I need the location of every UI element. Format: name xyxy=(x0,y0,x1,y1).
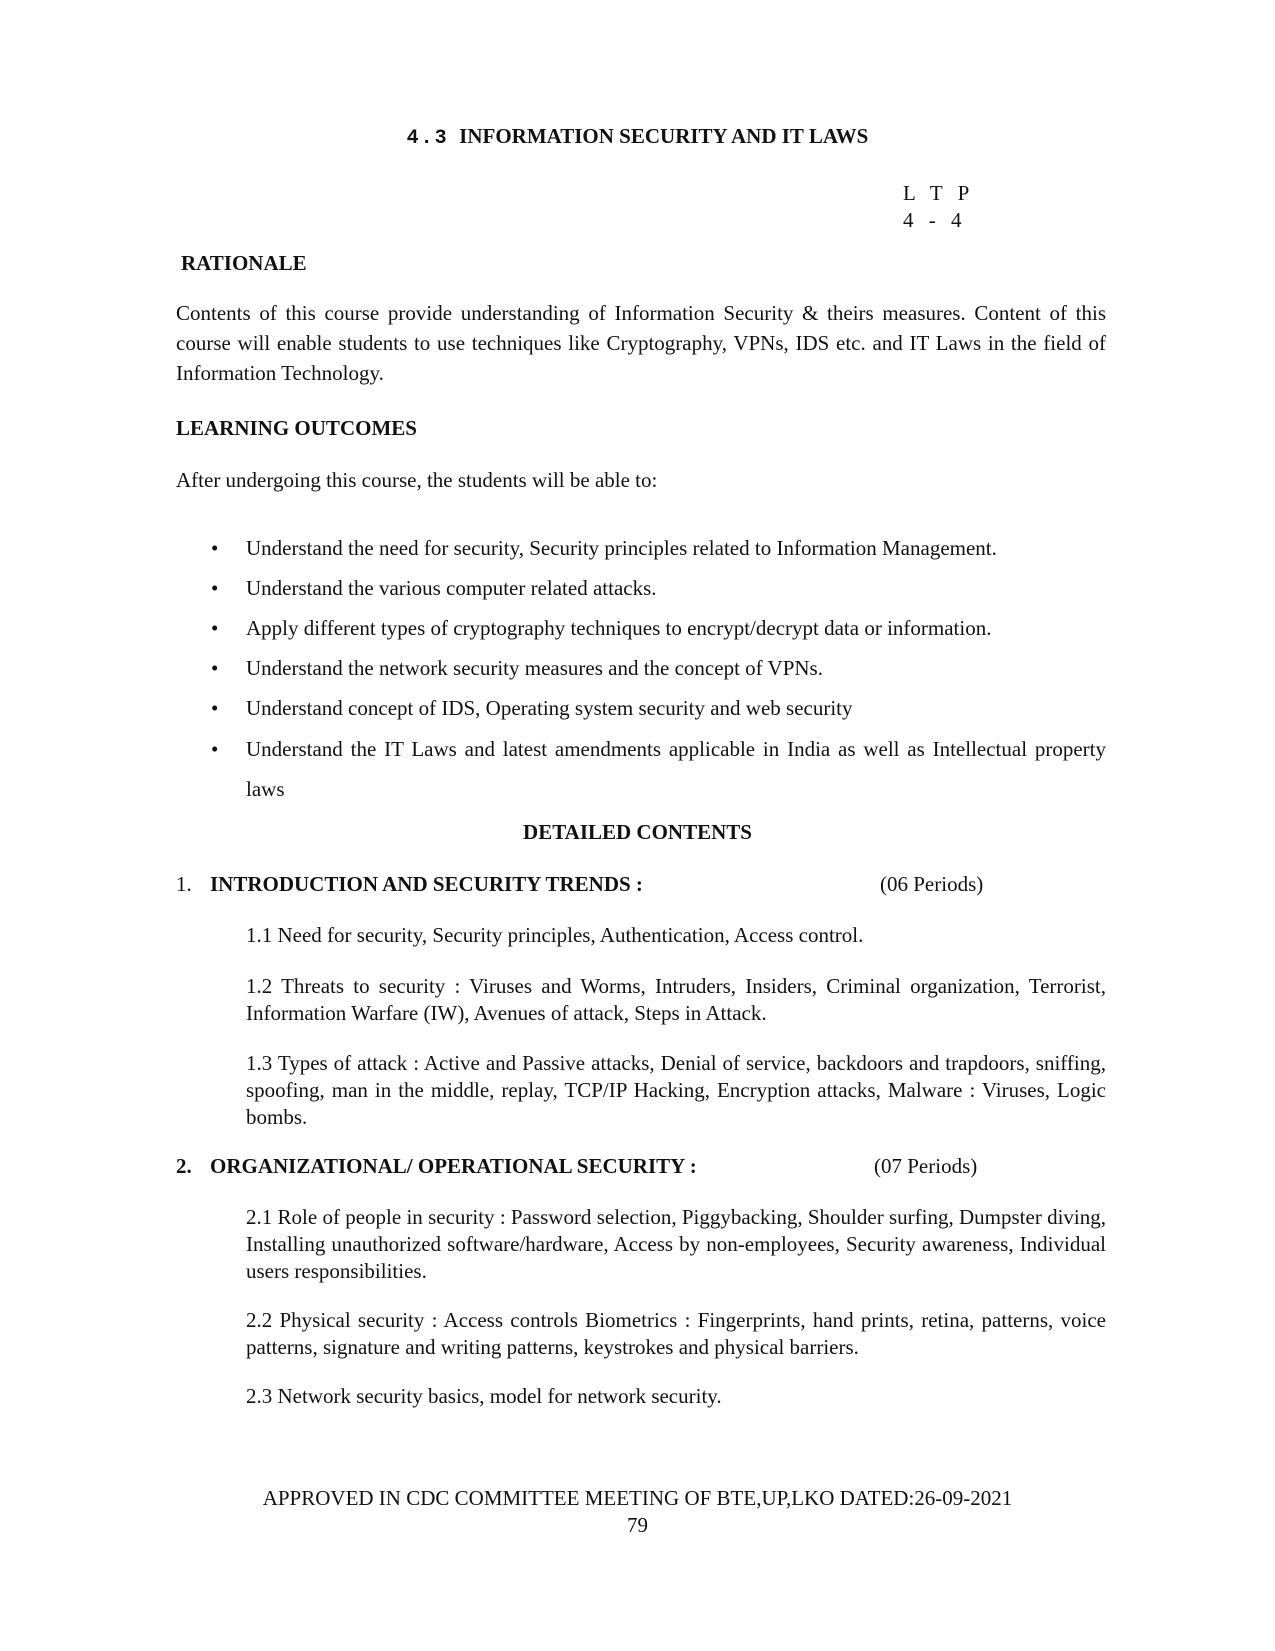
section-1-periods: (06 Periods) xyxy=(880,872,984,896)
list-item: • Understand the IT Laws and latest amendments applicable in India as well as Intellectual property laws xyxy=(208,729,1106,809)
subsection-1-3: 1.3 Types of attack : Active and Passive attacks, Denial of service, backdoors and trapdoors, sniffing, spoofing, man in the middle, replay, TCP/IP Hacking, Encryption attacks, Malware : Viruses, Logic bombs. xyxy=(246,1051,1106,1129)
list-item: • Apply different types of cryptography techniques to encrypt/decrypt data or information. xyxy=(211,616,992,640)
subsection-2-3: 2.3 Network security basics, model for network security. xyxy=(246,1384,722,1408)
ltp-values: 4 - 4 xyxy=(903,208,967,232)
page-title xyxy=(0,123,1275,152)
detailed-contents-heading: DETAILED CONTENTS xyxy=(523,820,752,844)
subsection-2-1: 2.1 Role of people in security : Password selection, Piggybacking, Shoulder surfing, Dumpster diving, Installing unauthorized software/hardware, Access by non-employees, Security awareness, Individual users responsibilities. xyxy=(246,1205,1106,1283)
rationale-heading: RATIONALE xyxy=(181,251,307,275)
subsection-1-2: 1.2 Threats to security : Viruses and Worms, Intruders, Insiders, Criminal organization, Terrorist, Information Warfare (IW), Avenues of attack, Steps in Attack. xyxy=(246,974,1106,1025)
learning-outcomes-intro: After undergoing this course, the students will be able to: xyxy=(176,468,658,492)
section-1-number: 1. xyxy=(176,872,192,896)
list-item: • Understand the need for security, Security principles related to Information Management. xyxy=(211,536,997,560)
title-text: INFORMATION SECURITY AND IT LAWS xyxy=(459,124,869,148)
rationale-body: Contents of this course provide understanding of Information Security & theirs measures. Content of this course will enable students to use techniques like Cryptography, VPNs, IDS etc. and IT Laws in the field of Information Technology. xyxy=(176,301,1106,385)
title-number: 4.3 xyxy=(406,127,449,150)
list-item: • Understand concept of IDS, Operating system security and web security xyxy=(211,696,853,720)
bullet-icon: • xyxy=(211,576,219,600)
bullet-icon: • xyxy=(211,536,219,560)
list-item: • Understand the various computer related attacks. xyxy=(211,576,657,600)
subsection-1-1: 1.1 Need for security, Security principles, Authentication, Access control. xyxy=(246,923,864,947)
bullet-icon: • xyxy=(211,696,219,720)
ltp-header: L T P xyxy=(903,181,975,205)
section-1-title: INTRODUCTION AND SECURITY TRENDS : xyxy=(210,872,643,896)
page-number: 79 xyxy=(627,1513,648,1537)
section-2-periods: (07 Periods) xyxy=(874,1154,978,1178)
section-2-number: 2. xyxy=(176,1154,192,1178)
list-item: • Understand the network security measures and the concept of VPNs. xyxy=(211,656,823,680)
approval-note: APPROVED IN CDC COMMITTEE MEETING OF BTE,UP,LKO DATED:26-09-2021 xyxy=(262,1486,1013,1510)
learning-outcomes-heading: LEARNING OUTCOMES xyxy=(176,416,417,440)
section-2-title: ORGANIZATIONAL/ OPERATIONAL SECURITY : xyxy=(210,1154,697,1178)
bullet-icon: • xyxy=(211,737,219,761)
learning-outcomes-list xyxy=(208,535,1106,822)
subsection-2-2: 2.2 Physical security : Access controls Biometrics : Fingerprints, hand prints, retina, patterns, voice patterns, signature and writing patterns, keystrokes and physical barriers. xyxy=(246,1308,1106,1359)
ltp-block xyxy=(903,180,974,234)
bullet-icon: • xyxy=(211,656,219,680)
bullet-icon: • xyxy=(211,616,219,640)
page-footer xyxy=(0,1485,1275,1539)
